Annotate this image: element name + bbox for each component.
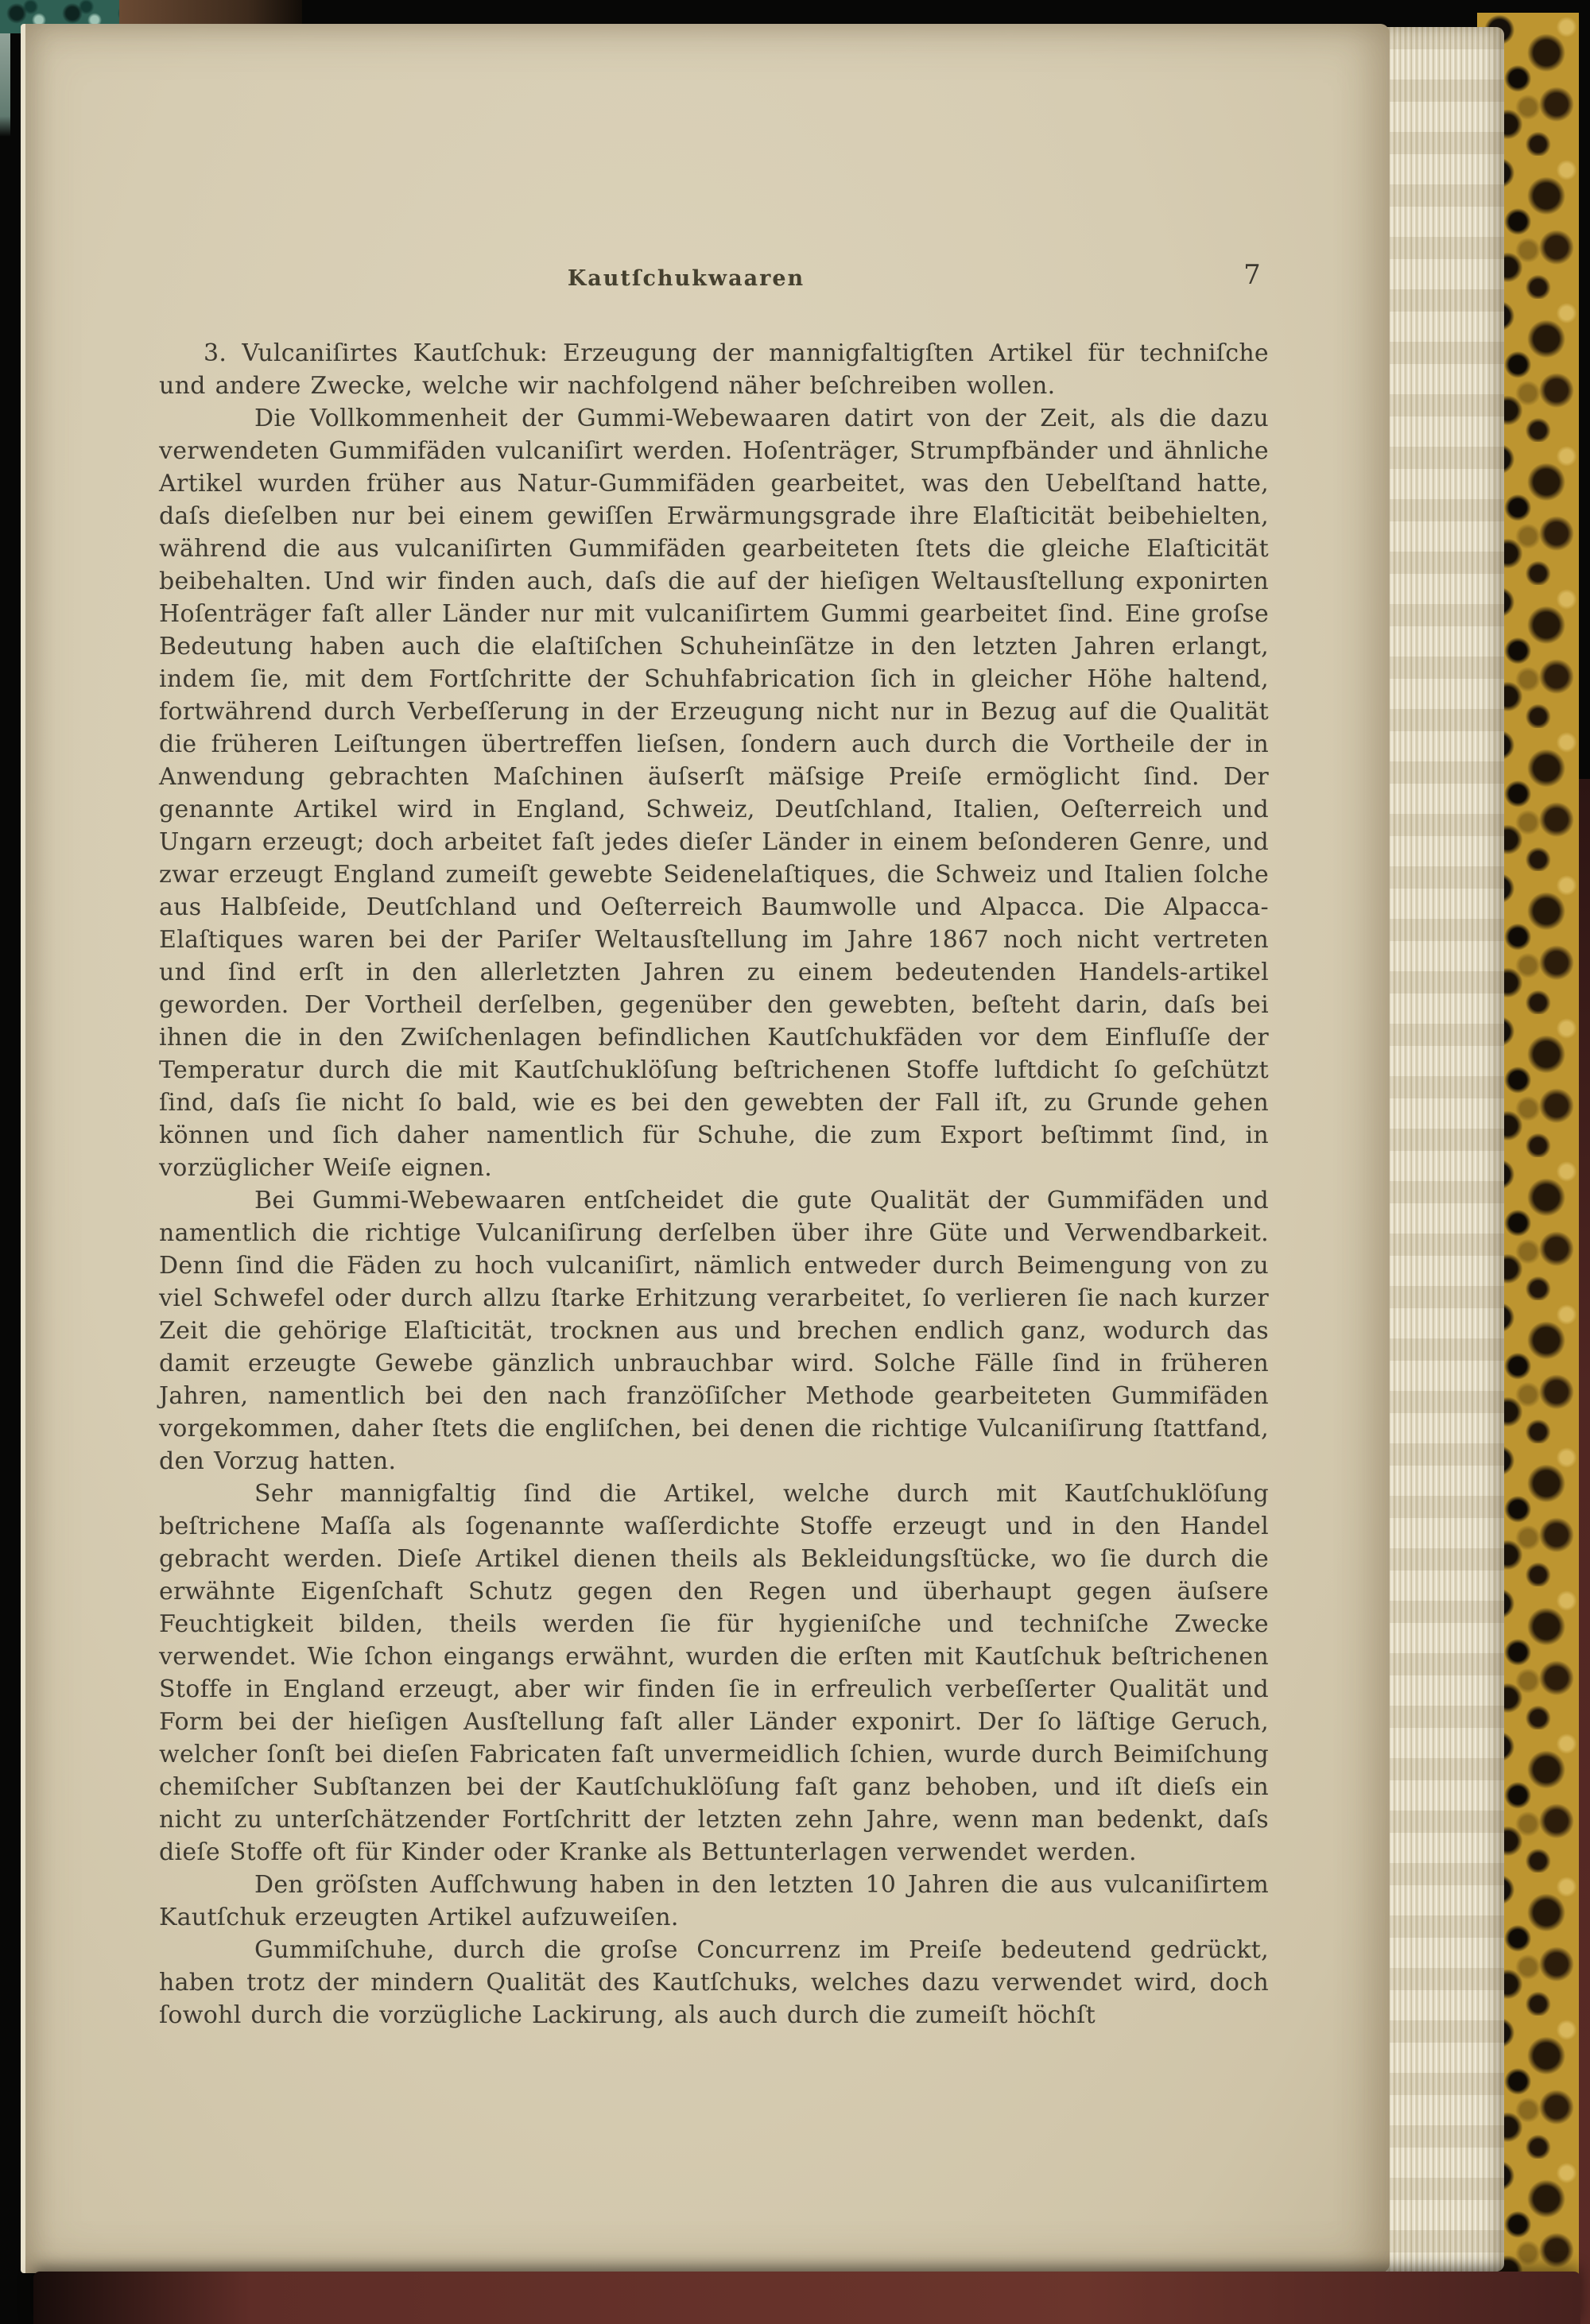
paragraph: Gummiſchuhe, durch die groſse Concurrenz im Preiſe bedeutend gedrückt, haben trotz der mindern Qualität des Kautſchuks, welches dazu verwendet wird, doch ſowohl durch die vorzügliche Lackirung, als auch durch die zumeiſt höchſt [159,1936,1269,2029]
page-stack-edges [1380,27,1504,2272]
body-text [159,337,1269,2032]
paragraph: Die Vollkommenheit der Gummi-Webewaaren datirt von der Zeit, als die dazu verwendeten Gummifäden vulcaniſirt werden. Hoſenträger, Strumpfbänder und ähnliche Artikel wurden früher aus Natur-Gummifäden gearbeitet, was den Uebelſtand hatte, daſs dieſelben nur bei einem gewiſſen Erwärmungsgrade ihre Elaſticität beibehielten, während die aus vulcaniſirten Gummifäden gearbeiteten ſtets die gleiche Elaſticität beibehalten. Und wir finden auch, daſs die auf der hieſigen Weltausſtellung exponirten Hoſenträger faſt aller Länder nur mit vulcaniſirtem Gummi gearbeitet ſind. Eine groſse Bedeutung haben auch die elaſtiſchen Schuheinſätze in den letzten Jahren erlangt, indem ſie, mit dem Fortſchritte der Schuhfabrication ſich in gleicher Höhe haltend, fortwährend durch Verbeſſerung in der Erzeugung nicht nur in Bezug auf die Qualität die früheren Leiſtungen übertreffen lieſsen, ſondern auch durch die Vortheile der in Anwendung gebrachten Maſchinen äuſserſt mäſsige Preiſe ermöglicht ſind. Der genannte Artikel wird in England, Schweiz, Deutſchland, Italien, Oeſterreich und Ungarn erzeugt; doch arbeitet faſt jedes dieſer Länder in einem beſonderen Genre, und zwar erzeugt England zumeiſt gewebte Seidenelaſtiques, die Schweiz und Italien ſolche aus Halbſeide, Deutſchland und Oeſterreich Baumwolle und Alpacca. Die Alpacca-Elaſtiques waren bei der Pariſer Weltausſtellung im Jahre 1867 noch nicht vertreten und ſind erſt in den allerletzten Jahren zu einem bedeutenden Handels-artikel geworden. Der Vortheil derſelben, gegenüber den gewebten, beſteht darin, daſs bei ihnen die in den Zwiſchenlagen befindlichen Kautſchukfäden vor dem Einfluſſe der Temperatur durch die mit Kautſchuklöſung beſtrichenen Stoffe luftdicht ſo geſchützt ſind, daſs ſie nicht ſo bald, wie es bei den gewebten der Fall iſt, zu Grunde gehen können und ſich daher namentlich für Schuhe, die zum Export beſtimmt ſind, in vorzüglicher Weiſe eignen. [159,405,1269,1182]
paragraph: Sehr mannigfaltig ſind die Artikel, welche durch mit Kautſchuklöſung beſtrichene Maſſa als ſogenannte waſſerdichte Stoffe erzeugt und in den Handel gebracht werden. Dieſe Artikel dienen theils als Bekleidungsſtücke, wo ſie durch die erwähnte Eigenſchaft Schutz gegen den Regen und überhaupt gegen äuſsere Feuchtigkeit bilden, theils werden ſie für hygieniſche und techniſche Zwecke verwendet. Wie ſchon eingangs erwähnt, wurden die erſten mit Kautſchuk beſtrichenen Stoffe in England erzeugt, aber wir finden ſie in erfreulich verbeſſerter Qualität und Form bei der hieſigen Ausſtellung faſt aller Länder exponirt. Der ſo läſtige Geruch, welcher ſonſt bei dieſen Fabricaten faſt unvermeidlich ſchien, wurde durch Beimiſchung chemiſcher Subſtanzen bei der Kautſchuklöſung faſt ganz behoben, und iſt dieſs ein nicht zu unterſchätzender Fortſchritt der letzten zehn Jahre, wenn man bedenkt, daſs dieſe Stoffe oft für Kinder oder Kranke als Bettunterlagen verwendet werden. [159,1480,1269,1866]
paragraph: 3. Vulcaniſirtes Kautſchuk: Erzeugung der mannigfaltigſten Artikel für techniſche und andere Zwecke, welche wir nachfolgend näher beſchreiben wollen. [159,339,1269,400]
text-block [159,259,1269,2032]
maroon-cover-bottom [33,2272,1580,2324]
paragraph: Bei Gummi-Webewaaren entſcheidet die gute Qualität der Gummifäden und namentlich die richtige Vulcaniſirung derſelben über ihre Güte und Verwendbarkeit. Denn ſind die Fäden zu hoch vulcaniſirt, nämlich entweder durch Beimengung von zu viel Schwefel oder durch allzu ſtarke Erhitzung verarbeitet, ſo verlieren ſie nach kurzer Zeit die gehörige Elaſticität, trocknen aus und brechen endlich ganz, wodurch das damit erzeugte Gewebe gänzlich unbrauchbar wird. Solche Fälle ſind in früheren Jahren, namentlich bei den nach franzöſiſcher Methode gearbeiteten Gummifäden vorgekommen, daher ſtets die engliſchen, bei denen die richtige Vulcaniſirung ſtattfand, den Vorzug hatten. [159,1187,1269,1475]
running-head: Kautſchukwaaren [567,266,805,291]
page-header [159,259,1269,297]
paragraph: Den gröſsten Aufſchwung haben in den letzten 10 Jahren die aus vulcaniſirtem Kautſchuk erzeugten Artikel aufzuweiſen. [159,1871,1269,1931]
book-page [21,24,1390,2273]
cover-edge-sliver [0,33,10,137]
page-number: 7 [1243,259,1261,291]
